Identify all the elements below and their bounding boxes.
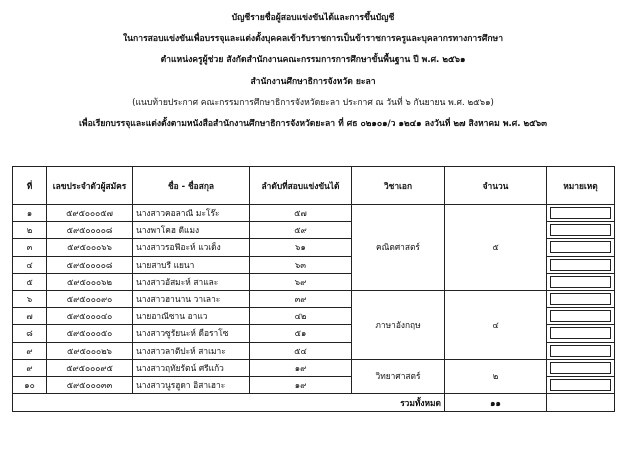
applicant-id: ๕๙๕๐๐๐๖๖ bbox=[47, 239, 133, 256]
header-office-line: สำนักงานศึกษาธิการจังหวัด ยะลา bbox=[250, 76, 376, 87]
count-cell: ๕ bbox=[445, 205, 547, 291]
exam-rank: ๑๙ bbox=[250, 376, 352, 393]
applicant-id: ๕๙๕๐๐๐๒๖ bbox=[47, 342, 133, 359]
row-number: ๖ bbox=[13, 290, 47, 307]
exam-rank: ๑๙ bbox=[250, 359, 352, 376]
exam-rank: ๕๙ bbox=[250, 222, 352, 239]
header-reference-line: เพื่อเรียกบรรจุและแต่งตั้งตามหนังสือสำนักงานศึกษาธิการจังหวัดยะลา ที่ ศธ ๐๒๑๐๑/ว ๑๒๔๑ ลงวันที่ ๒๗ สิงหาคม พ.ศ. ๒๕๖๓ bbox=[79, 119, 547, 130]
exam-rank: ๖๑ bbox=[250, 239, 352, 256]
subject-cell: คณิตศาสตร์ bbox=[352, 205, 445, 291]
remark-box bbox=[550, 293, 611, 305]
applicant-id: ๕๙๕๐๐๐๐๘ bbox=[47, 222, 133, 239]
remark-cell bbox=[547, 308, 615, 325]
row-number: ๕ bbox=[13, 273, 47, 290]
document-header bbox=[0, 8, 626, 135]
column-header-rank: ลำดับที่สอบแข่งขันได้ bbox=[250, 167, 352, 205]
row-number: ๑๐ bbox=[13, 376, 47, 393]
candidate-name: นายอาณีซาน อาแว bbox=[133, 308, 250, 325]
header-exam-line: ในการสอบแข่งขันเพื่อบรรจุและแต่งตั้งบุคคลเข้ารับราชการเป็นข้าราชการครูและบุคลากรทางการศึกษา bbox=[122, 34, 504, 45]
column-header-applicant-id: เลขประจำตัวผู้สมัคร bbox=[47, 167, 133, 205]
row-number: ๘ bbox=[13, 325, 47, 342]
exam-rank: ๔๒ bbox=[250, 308, 352, 325]
candidate-name: นางสาวฮานาน วาเลาะ bbox=[133, 290, 250, 307]
remark-box bbox=[550, 362, 611, 374]
applicant-id: ๕๙๕๐๐๐๕๗ bbox=[47, 205, 133, 222]
remark-box bbox=[550, 224, 611, 236]
total-row bbox=[13, 394, 615, 412]
candidate-name: นางสาวซูรัยนะห์ ดือราโซ bbox=[133, 325, 250, 342]
candidate-name: นายสาบรี แยนา bbox=[133, 256, 250, 273]
row-number: ๗ bbox=[13, 308, 47, 325]
table-header-row bbox=[13, 167, 615, 205]
exam-rank: ๕๑ bbox=[250, 325, 352, 342]
total-remark-cell bbox=[547, 394, 615, 412]
remark-cell bbox=[547, 359, 615, 376]
applicant-id: ๕๙๕๐๐๐๓๓ bbox=[47, 376, 133, 393]
exam-rank: ๕๗ bbox=[250, 205, 352, 222]
candidate-name: นางสาวอัสมะห์ สาและ bbox=[133, 273, 250, 290]
remark-box bbox=[550, 259, 611, 271]
total-value: ๑๑ bbox=[445, 394, 547, 412]
candidate-name: นางสาวรอฟีอะห์ แวเด็ง bbox=[133, 239, 250, 256]
header-title: บัญชีรายชื่อผู้สอบแข่งขันได้และการขึ้นบัญชี bbox=[231, 13, 395, 23]
remark-cell bbox=[547, 239, 615, 256]
table-body bbox=[13, 205, 615, 412]
column-header-name: ชื่อ - ชื่อสกุล bbox=[133, 167, 250, 205]
applicant-id: ๕๙๕๐๐๐๙๕ bbox=[47, 359, 133, 376]
row-number: ๓ bbox=[13, 239, 47, 256]
exam-rank: ๓๙ bbox=[250, 290, 352, 307]
exam-rank: ๖๙ bbox=[250, 273, 352, 290]
row-number: ๒ bbox=[13, 222, 47, 239]
remark-cell bbox=[547, 273, 615, 290]
subject-cell: วิทยาศาสตร์ bbox=[352, 359, 445, 393]
remark-box bbox=[550, 207, 611, 219]
remark-cell bbox=[547, 205, 615, 222]
table-row bbox=[13, 359, 615, 376]
remark-box bbox=[550, 310, 611, 322]
candidate-name: นางสาวลาตีปะห์ สาเมาะ bbox=[133, 342, 250, 359]
subject-cell: ภาษาอังกฤษ bbox=[352, 290, 445, 359]
candidate-table bbox=[12, 166, 615, 412]
row-number: ๙ bbox=[13, 342, 47, 359]
remark-cell bbox=[547, 342, 615, 359]
table-row bbox=[13, 205, 615, 222]
remark-box bbox=[550, 379, 611, 391]
exam-rank: ๖๓ bbox=[250, 256, 352, 273]
column-header-subject: วิชาเอก bbox=[352, 167, 445, 205]
candidate-name: นางพาโคฮ ดีแมง bbox=[133, 222, 250, 239]
count-cell: ๒ bbox=[445, 359, 547, 393]
column-header-count: จำนวน bbox=[445, 167, 547, 205]
remark-box bbox=[550, 327, 611, 339]
candidate-name: นางสาวคอลาณี มะโร๊ะ bbox=[133, 205, 250, 222]
total-label: รวมทั้งหมด bbox=[13, 394, 445, 412]
applicant-id: ๕๙๕๐๐๐๕๐ bbox=[47, 325, 133, 342]
remark-cell bbox=[547, 376, 615, 393]
candidate-name: นางสาวนูรฮูดา อิสาเฮาะ bbox=[133, 376, 250, 393]
applicant-id: ๕๙๕๐๐๐๐๘ bbox=[47, 256, 133, 273]
header-position-line: ตำแหน่งครูผู้ช่วย สังกัดสำนักงานคณะกรรมการการศึกษาขั้นพื้นฐาน ปี พ.ศ. ๒๕๖๑ bbox=[160, 55, 466, 66]
exam-rank: ๕๔ bbox=[250, 342, 352, 359]
remark-cell bbox=[547, 256, 615, 273]
remark-cell bbox=[547, 290, 615, 307]
remark-box bbox=[550, 241, 611, 253]
column-header-remark: หมายเหตุ bbox=[547, 167, 615, 205]
remark-box bbox=[550, 276, 611, 288]
count-cell: ๔ bbox=[445, 290, 547, 359]
remark-cell bbox=[547, 222, 615, 239]
candidate-name: นางสาวฤทัยรัตน์ ศรีแก้ว bbox=[133, 359, 250, 376]
applicant-id: ๕๙๕๐๐๐๔๐ bbox=[47, 308, 133, 325]
header-announcement-line: (แนบท้ายประกาศ คณะกรรมการศึกษาธิการจังหวัดยะลา ประกาศ ณ วันที่ ๖ กันยายน พ.ศ. ๒๕๖๑) bbox=[132, 97, 494, 108]
column-header-no: ที่ bbox=[13, 167, 47, 205]
row-number: ๔ bbox=[13, 256, 47, 273]
remark-box bbox=[550, 345, 611, 357]
remark-cell bbox=[547, 325, 615, 342]
applicant-id: ๕๙๕๐๐๐๙๐ bbox=[47, 290, 133, 307]
row-number: ๑ bbox=[13, 205, 47, 222]
table-row bbox=[13, 290, 615, 307]
row-number: ๙ bbox=[13, 359, 47, 376]
applicant-id: ๕๙๕๐๐๐๖๒ bbox=[47, 273, 133, 290]
